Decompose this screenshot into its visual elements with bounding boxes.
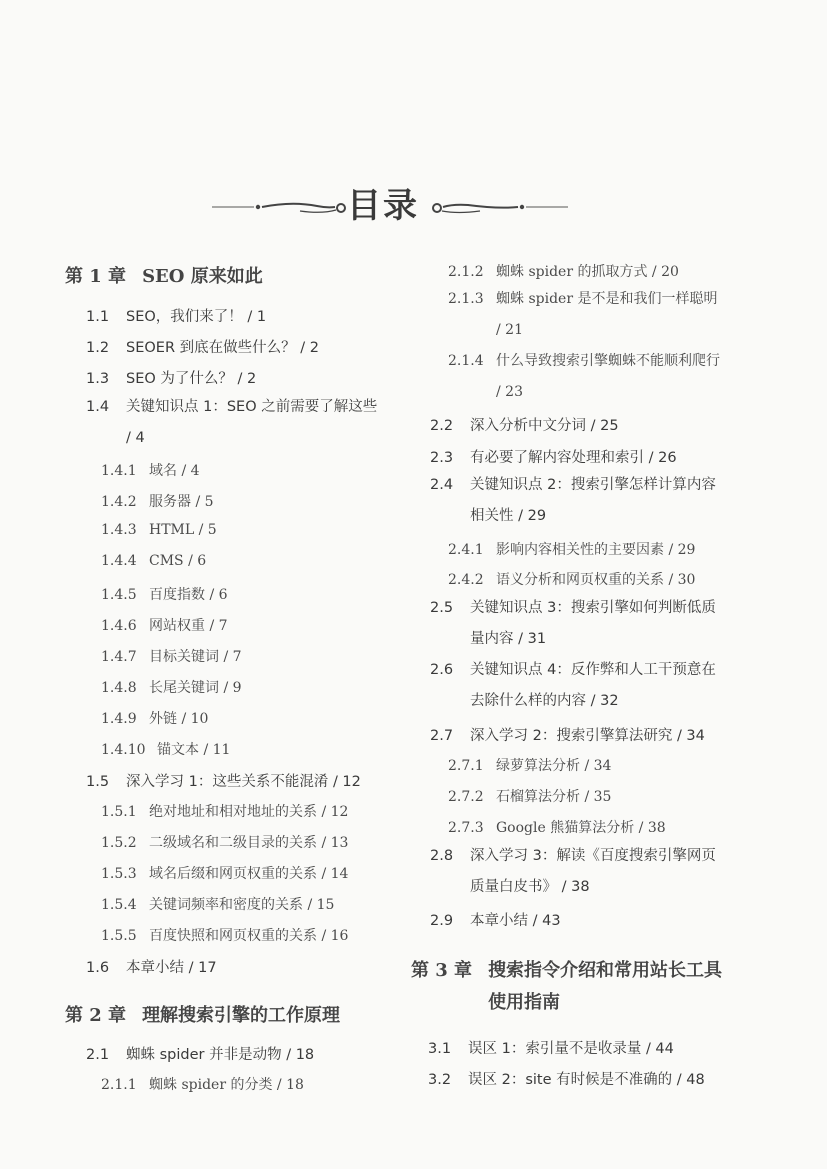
toc-entry-1-4-5[interactable] bbox=[101, 584, 228, 604]
entry-text: HTML / 5 bbox=[149, 522, 217, 538]
entry-text: 绿萝算法分析 / 34 bbox=[496, 758, 612, 774]
entry-text: 锚文本 / 11 bbox=[157, 742, 231, 758]
entry-number: 2.1.3 bbox=[448, 291, 484, 307]
toc-entry-1-2[interactable] bbox=[86, 336, 319, 357]
entry-text: 本章小结 / 17 bbox=[126, 960, 217, 976]
entry-text: 关键词频率和密度的关系 / 15 bbox=[149, 897, 335, 913]
entry-number: 2.3 bbox=[430, 450, 454, 466]
entry-text: 误区 2：site 有时候是不准确的 / 48 bbox=[468, 1072, 705, 1088]
toc-entry-1-5-1[interactable] bbox=[101, 801, 348, 821]
toc-entry-1-4-8[interactable] bbox=[101, 677, 242, 697]
entry-text: 什么导致搜索引擎蜘蛛不能顺利爬行 / 23 bbox=[496, 353, 720, 400]
entry-text: 关键知识点 4：反作弊和人工干预意在去除什么样的内容 / 32 bbox=[470, 662, 716, 709]
entry-text: 外链 / 10 bbox=[149, 711, 209, 727]
entry-number: 1.4.10 bbox=[101, 742, 146, 758]
entry-number: 1.4.5 bbox=[101, 587, 137, 603]
entry-number: 1.1 bbox=[86, 309, 110, 325]
entry-text: 目标关键词 / 7 bbox=[149, 649, 242, 665]
entry-number: 1.3 bbox=[86, 371, 110, 387]
toc-entry-2-4-2[interactable] bbox=[448, 569, 695, 589]
right-ornament-icon bbox=[428, 192, 568, 222]
entry-number: 1.4.7 bbox=[101, 649, 137, 665]
entry-number: 1.2 bbox=[86, 340, 110, 356]
entry-number: 2.2 bbox=[430, 418, 454, 434]
entry-text: 网站权重 / 7 bbox=[149, 618, 228, 634]
toc-entry-2-7-1[interactable] bbox=[448, 755, 611, 775]
entry-text: 深入分析中文分词 / 25 bbox=[470, 418, 619, 434]
toc-entry-2-1-3[interactable] bbox=[448, 284, 720, 346]
entry-number: 2.1.1 bbox=[101, 1077, 137, 1093]
entry-number: 2.1 bbox=[86, 1047, 110, 1063]
chapter-title: 理解搜索引擎的工作原理 bbox=[142, 1005, 341, 1026]
entry-number: 2.4.1 bbox=[448, 542, 484, 558]
chapter-number: 第 3 章 bbox=[411, 960, 473, 981]
entry-text: 二级域名和二级目录的关系 / 13 bbox=[149, 835, 349, 851]
chapter-title: 搜索指令介绍和常用站长工具使用指南 bbox=[488, 960, 723, 1013]
toc-entry-3-1[interactable] bbox=[428, 1037, 674, 1058]
toc-entry-3-2[interactable] bbox=[428, 1068, 705, 1089]
entry-number: 1.4.2 bbox=[101, 494, 137, 510]
entry-text: 百度快照和网页权重的关系 / 16 bbox=[149, 928, 349, 944]
toc-entry-1-6[interactable] bbox=[86, 956, 217, 977]
toc-entry-2-4[interactable] bbox=[430, 470, 726, 532]
toc-entry-1-4-3[interactable] bbox=[101, 522, 217, 538]
toc-entry-2-1-1[interactable] bbox=[101, 1074, 304, 1094]
entry-text: 有必要了解内容处理和索引 / 26 bbox=[470, 450, 677, 466]
toc-entry-2-1-4[interactable] bbox=[448, 346, 720, 408]
chapter-2[interactable] bbox=[65, 1001, 340, 1027]
entry-number: 3.2 bbox=[428, 1072, 452, 1088]
toc-entry-1-4-9[interactable] bbox=[101, 708, 208, 728]
entry-text: SEO，我们来了！ / 1 bbox=[126, 309, 267, 325]
entry-number: 1.5.5 bbox=[101, 928, 137, 944]
entry-text: 本章小结 / 43 bbox=[470, 913, 561, 929]
entry-number: 1.5 bbox=[86, 774, 110, 790]
toc-entry-1-4-4[interactable] bbox=[101, 553, 206, 569]
entry-number: 2.4 bbox=[430, 477, 454, 493]
entry-text: 关键知识点 1：SEO 之前需要了解这些 / 4 bbox=[126, 399, 378, 446]
entry-text: 石榴算法分析 / 35 bbox=[496, 789, 612, 805]
toc-entry-1-5-4[interactable] bbox=[101, 894, 334, 914]
entry-text: SEOER 到底在做些什么？ / 2 bbox=[126, 340, 319, 356]
toc-entry-2-7[interactable] bbox=[430, 724, 705, 745]
chapter-3[interactable] bbox=[411, 955, 724, 1019]
entry-number: 1.6 bbox=[86, 960, 110, 976]
entry-text: 深入学习 3：解读《百度搜索引擎网页质量白皮书》 / 38 bbox=[470, 848, 716, 895]
entry-text: 域名后缀和网页权重的关系 / 14 bbox=[149, 866, 349, 882]
entry-text: SEO 为了什么？ / 2 bbox=[126, 371, 257, 387]
toc-entry-1-4-1[interactable] bbox=[101, 460, 200, 480]
entry-number: 3.1 bbox=[428, 1041, 452, 1057]
entry-number: 1.4.6 bbox=[101, 618, 137, 634]
entry-text: 服务器 / 5 bbox=[149, 494, 214, 510]
entry-number: 2.5 bbox=[430, 600, 454, 616]
entry-number: 1.4.4 bbox=[101, 553, 137, 569]
toc-entry-1-4-7[interactable] bbox=[101, 646, 242, 666]
entry-text: 蜘蛛 spider 的抓取方式 / 20 bbox=[496, 264, 679, 280]
toc-entry-2-1[interactable] bbox=[86, 1043, 314, 1064]
entry-text: CMS / 6 bbox=[149, 553, 207, 569]
toc-entry-1-3[interactable] bbox=[86, 367, 256, 388]
entry-text: 关键知识点 3：搜索引擎如何判断低质量内容 / 31 bbox=[470, 600, 716, 647]
entry-text: 影响内容相关性的主要因素 / 29 bbox=[496, 542, 696, 558]
toc-entry-2-9[interactable] bbox=[430, 909, 561, 930]
entry-text: 深入学习 2：搜索引擎算法研究 / 34 bbox=[470, 728, 705, 744]
toc-entry-2-4-1[interactable] bbox=[448, 539, 695, 559]
entry-text: 关键知识点 2：搜索引擎怎样计算内容相关性 / 29 bbox=[470, 477, 716, 524]
entry-number: 2.1.4 bbox=[448, 353, 484, 369]
entry-text: 误区 1：索引量不是收录量 / 44 bbox=[468, 1041, 674, 1057]
entry-text: Google 熊猫算法分析 / 38 bbox=[496, 820, 666, 836]
entry-number: 2.7.2 bbox=[448, 789, 484, 805]
toc-entry-1-5-2[interactable] bbox=[101, 832, 348, 852]
page-title: 目录 bbox=[347, 186, 419, 226]
toc-entry-2-5[interactable] bbox=[430, 593, 726, 655]
toc-entry-1-1[interactable] bbox=[86, 305, 266, 326]
toc-entry-2-6[interactable] bbox=[430, 655, 726, 717]
entry-text: 蜘蛛 spider 是不是和我们一样聪明 / 21 bbox=[496, 291, 718, 338]
entry-number: 2.7.3 bbox=[448, 820, 484, 836]
entry-number: 2.4.2 bbox=[448, 572, 484, 588]
entry-text: 蜘蛛 spider 并非是动物 / 18 bbox=[126, 1047, 315, 1063]
entry-number: 1.4.9 bbox=[101, 711, 137, 727]
entry-number: 2.7 bbox=[430, 728, 454, 744]
toc-entry-1-4-2[interactable] bbox=[101, 491, 214, 511]
toc-entry-2-1-2[interactable] bbox=[448, 261, 679, 281]
toc-entry-1-4[interactable] bbox=[86, 392, 384, 454]
toc-entry-1-5-5[interactable] bbox=[101, 925, 348, 945]
entry-text: 长尾关键词 / 9 bbox=[149, 680, 242, 696]
entry-text: 语义分析和网页权重的关系 / 30 bbox=[496, 572, 696, 588]
entry-number: 2.6 bbox=[430, 662, 454, 678]
entry-number: 1.4.3 bbox=[101, 522, 137, 538]
entry-text: 百度指数 / 6 bbox=[149, 587, 228, 603]
toc-title bbox=[0, 178, 827, 238]
entry-number: 2.7.1 bbox=[448, 758, 484, 774]
toc-entry-2-3[interactable] bbox=[430, 446, 677, 467]
chapter-title: SEO 原来如此 bbox=[142, 266, 263, 287]
chapter-1[interactable] bbox=[65, 262, 263, 288]
entry-number: 2.1.2 bbox=[448, 264, 484, 280]
chapter-number: 第 2 章 bbox=[65, 1005, 127, 1026]
toc-entry-1-5-3[interactable] bbox=[101, 863, 348, 883]
entry-number: 2.8 bbox=[430, 848, 454, 864]
left-ornament-icon bbox=[212, 192, 350, 222]
toc-entry-2-2[interactable] bbox=[430, 414, 619, 435]
entry-text: 绝对地址和相对地址的关系 / 12 bbox=[149, 804, 349, 820]
toc-entry-2-7-3[interactable] bbox=[448, 817, 666, 837]
entry-number: 1.5.4 bbox=[101, 897, 137, 913]
toc-entry-2-7-2[interactable] bbox=[448, 786, 611, 806]
entry-text: 深入学习 1：这些关系不能混淆 / 12 bbox=[126, 774, 361, 790]
entry-number: 1.4.8 bbox=[101, 680, 137, 696]
entry-number: 1.5.3 bbox=[101, 866, 137, 882]
entry-text: 蜘蛛 spider 的分类 / 18 bbox=[149, 1077, 304, 1093]
entry-number: 1.5.1 bbox=[101, 804, 137, 820]
toc-entry-1-4-10[interactable] bbox=[101, 739, 230, 759]
toc-entry-1-5[interactable] bbox=[86, 770, 361, 791]
toc-entry-2-8[interactable] bbox=[430, 841, 728, 903]
entry-number: 1.4.1 bbox=[101, 463, 137, 479]
entry-text: 域名 / 4 bbox=[149, 463, 200, 479]
toc-entry-1-4-6[interactable] bbox=[101, 615, 228, 635]
entry-number: 1.5.2 bbox=[101, 835, 137, 851]
chapter-number: 第 1 章 bbox=[65, 266, 127, 287]
entry-number: 2.9 bbox=[430, 913, 454, 929]
entry-number: 1.4 bbox=[86, 399, 110, 415]
